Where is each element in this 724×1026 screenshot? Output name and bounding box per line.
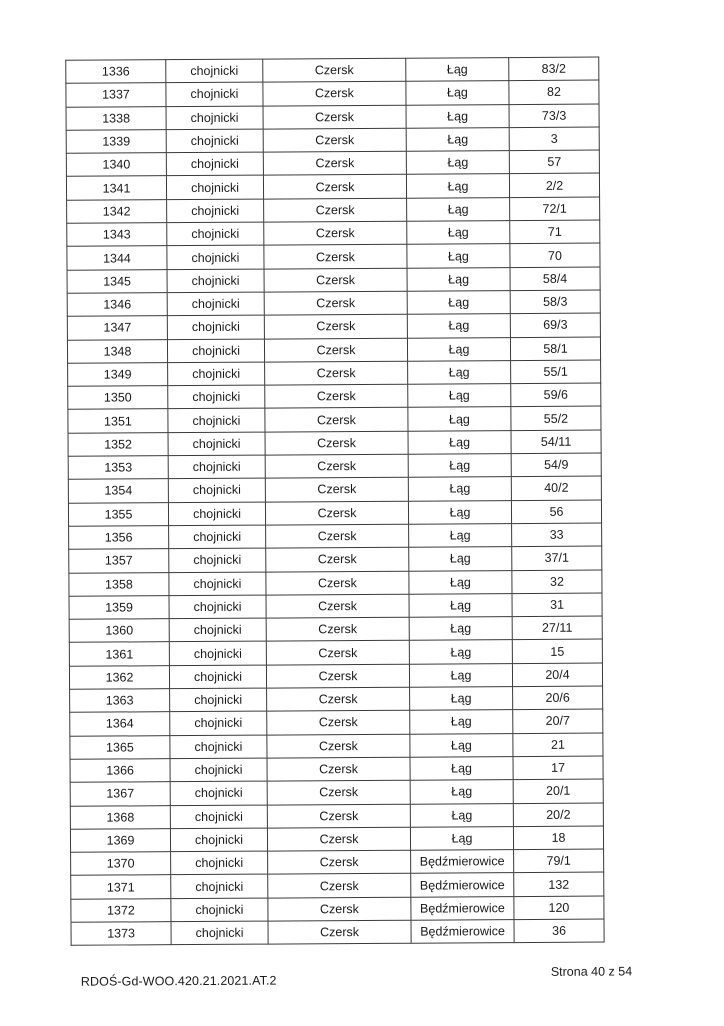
municipality-cell: Czersk [263,128,406,152]
precinct-cell: Łąg [408,407,511,431]
municipality-cell: Czersk [267,780,410,804]
parcel-table-body [66,57,604,946]
precinct-cell: Łąg [407,291,510,315]
table-row [66,174,599,201]
table-row [70,709,603,736]
table-row [67,220,600,247]
precinct-cell: Łąg [408,360,511,384]
table-row [69,523,602,550]
parcel-number-cell: 40/2 [511,476,601,500]
table-row [70,779,603,806]
parcel-number-cell: 32 [512,570,602,594]
precinct-cell: Będźmierowice [411,873,514,897]
row-number-cell: 1347 [67,316,167,340]
table-row [70,733,603,760]
municipality-cell: Czersk [264,338,407,362]
parcel-number-cell: 36 [514,919,604,943]
row-number-cell: 1357 [69,549,169,573]
precinct-cell: Łąg [409,524,512,548]
precinct-cell: Łąg [406,58,509,82]
municipality-cell: Czersk [268,874,411,898]
precinct-cell: Łąg [406,151,509,175]
municipality-cell: Czersk [268,897,411,921]
precinct-cell: Łąg [406,127,509,151]
row-number-cell: 1338 [66,106,166,130]
table-row [71,849,604,876]
municipality-cell: Czersk [264,221,407,245]
municipality-cell: Czersk [266,571,409,595]
row-number-cell: 1342 [67,199,167,223]
parcel-number-cell: 31 [512,593,602,617]
table-row [71,896,604,923]
municipality-cell: Czersk [266,664,409,688]
row-number-cell: 1363 [70,689,170,713]
table-row [67,197,600,224]
parcel-number-cell: 73/3 [509,104,599,128]
precinct-cell: Łąg [409,640,512,664]
municipality-cell: Czersk [263,58,406,82]
table-row [70,756,603,783]
county-cell: chojnicki [167,315,264,339]
county-cell: chojnicki [170,781,267,805]
table-row [68,453,601,480]
precinct-cell: Łąg [407,267,510,291]
precinct-cell: Łąg [410,710,513,734]
precinct-cell: Łąg [407,337,510,361]
table-row [69,616,602,643]
table-row [66,104,599,131]
county-cell: chojnicki [168,385,265,409]
municipality-cell: Czersk [265,408,408,432]
county-cell: chojnicki [170,735,267,759]
parcel-number-cell: 33 [512,523,602,547]
parcel-number-cell: 57 [509,150,599,174]
parcel-number-cell: 20/7 [513,709,603,733]
parcel-table [65,57,604,947]
county-cell: chojnicki [166,82,263,106]
table-row [69,663,602,690]
parcel-number-cell: 20/1 [513,779,603,803]
table-row [67,243,600,270]
precinct-cell: Łąg [409,593,512,617]
parcel-number-cell: 27/11 [512,616,602,640]
parcel-number-cell: 83/2 [509,57,599,81]
row-number-cell: 1344 [67,246,167,270]
parcel-number-cell: 18 [513,826,603,850]
municipality-cell: Czersk [264,245,407,269]
table-row [68,430,601,457]
precinct-cell: Łąg [408,384,511,408]
municipality-cell: Czersk [266,547,409,571]
county-cell: chojnicki [168,362,265,386]
table-row [68,476,601,503]
county-cell: chojnicki [168,455,265,479]
table-row [66,57,599,84]
municipality-cell: Czersk [265,384,408,408]
row-number-cell: 1356 [69,526,169,550]
precinct-cell: Łąg [410,803,513,827]
municipality-cell: Czersk [264,314,407,338]
row-number-cell: 1353 [68,456,168,480]
precinct-cell: Łąg [410,756,513,780]
precinct-cell: Łąg [410,687,513,711]
parcel-number-cell: 55/2 [511,406,601,430]
table-row [70,826,603,853]
row-number-cell: 1348 [67,339,167,363]
precinct-cell: Łąg [408,430,511,454]
parcel-number-cell: 56 [511,500,601,524]
county-cell: chojnicki [166,59,263,83]
row-number-cell: 1372 [71,898,171,922]
parcel-number-cell: 120 [514,896,604,920]
municipality-cell: Czersk [267,804,410,828]
municipality-cell: Czersk [265,478,408,502]
municipality-cell: Czersk [265,361,408,385]
row-number-cell: 1359 [69,596,169,620]
table-row [66,150,599,177]
table-row [69,546,602,573]
municipality-cell: Czersk [267,827,410,851]
table-row [70,803,603,830]
precinct-cell: Łąg [409,663,512,687]
row-number-cell: 1352 [68,432,168,456]
parcel-number-cell: 17 [513,756,603,780]
county-cell: chojnicki [170,828,267,852]
county-cell: chojnicki [170,711,267,735]
county-cell: chojnicki [168,409,265,433]
document-reference: RDOŚ-Gd-WOO.420.21.2021.AT.2 [80,973,277,989]
row-number-cell: 1366 [70,759,170,783]
row-number-cell: 1369 [70,828,170,852]
precinct-cell: Łąg [406,81,509,105]
row-number-cell: 1360 [69,619,169,643]
county-cell: chojnicki [171,874,268,898]
parcel-number-cell: 72/1 [510,197,600,221]
table-row [67,290,600,317]
precinct-cell: Łąg [407,314,510,338]
county-cell: chojnicki [169,665,266,689]
parcel-number-cell: 54/11 [511,430,601,454]
precinct-cell: Łąg [406,174,509,198]
municipality-cell: Czersk [267,711,410,735]
row-number-cell: 1337 [66,83,166,107]
municipality-cell: Czersk [267,734,410,758]
row-number-cell: 1371 [71,875,171,899]
parcel-number-cell: 20/4 [512,663,602,687]
parcel-number-cell: 2/2 [509,174,599,198]
parcel-number-cell: 58/4 [510,267,600,291]
municipality-cell: Czersk [265,501,408,525]
county-cell: chojnicki [167,292,264,316]
parcel-number-cell: 71 [510,220,600,244]
municipality-cell: Czersk [265,431,408,455]
county-cell: chojnicki [166,152,263,176]
precinct-cell: Łąg [409,617,512,641]
parcel-number-cell: 54/9 [511,453,601,477]
municipality-cell: Czersk [263,175,406,199]
parcel-number-cell: 82 [509,80,599,104]
county-cell: chojnicki [169,548,266,572]
row-number-cell: 1346 [67,293,167,317]
table-row [69,639,602,666]
parcel-number-cell: 69/3 [510,313,600,337]
precinct-cell: Łąg [410,733,513,757]
table-row [71,872,604,899]
table-row [70,686,603,713]
municipality-cell: Czersk [264,291,407,315]
row-number-cell: 1365 [70,735,170,759]
table-row [68,500,601,527]
county-cell: chojnicki [171,851,268,875]
municipality-cell: Czersk [268,920,411,944]
table-row [67,337,600,364]
row-number-cell: 1336 [66,60,166,84]
table-row [66,80,599,107]
county-cell: chojnicki [170,758,267,782]
parcel-number-cell: 20/6 [513,686,603,710]
parcel-number-cell: 37/1 [512,546,602,570]
table-row [69,570,602,597]
row-number-cell: 1355 [68,502,168,526]
row-number-cell: 1349 [68,363,168,387]
county-cell: chojnicki [169,618,266,642]
parcel-number-cell: 15 [512,639,602,663]
county-cell: chojnicki [171,921,268,945]
precinct-cell: Łąg [410,826,513,850]
page-number: Strona 40 z 54 [550,964,633,979]
row-number-cell: 1368 [70,805,170,829]
county-cell: chojnicki [168,478,265,502]
parcel-number-cell: 21 [513,733,603,757]
table-row [68,406,601,433]
county-cell: chojnicki [170,688,267,712]
row-number-cell: 1340 [66,153,166,177]
county-cell: chojnicki [169,595,266,619]
table-row [66,127,599,154]
row-number-cell: 1362 [69,665,169,689]
precinct-cell: Łąg [406,104,509,128]
county-cell: chojnicki [167,269,264,293]
county-cell: chojnicki [168,502,265,526]
county-cell: chojnicki [167,339,264,363]
county-cell: chojnicki [169,525,266,549]
municipality-cell: Czersk [266,617,409,641]
parcel-number-cell: 3 [509,127,599,151]
county-cell: chojnicki [169,642,266,666]
municipality-cell: Czersk [268,850,411,874]
row-number-cell: 1345 [67,269,167,293]
row-number-cell: 1370 [71,852,171,876]
table-row [68,383,601,410]
precinct-cell: Łąg [409,570,512,594]
precinct-cell: Łąg [407,244,510,268]
county-cell: chojnicki [167,199,264,223]
county-cell: chojnicki [167,245,264,269]
county-cell: chojnicki [168,432,265,456]
county-cell: chojnicki [166,106,263,130]
county-cell: chojnicki [170,805,267,829]
municipality-cell: Czersk [263,151,406,175]
precinct-cell: Będźmierowice [411,850,514,874]
row-number-cell: 1361 [69,642,169,666]
parcel-number-cell: 79/1 [514,849,604,873]
row-number-cell: 1367 [70,782,170,806]
municipality-cell: Czersk [264,268,407,292]
municipality-cell: Czersk [266,641,409,665]
parcel-number-cell: 58/1 [510,337,600,361]
municipality-cell: Czersk [266,524,409,548]
table-row [71,919,604,946]
parcel-number-cell: 59/6 [511,383,601,407]
row-number-cell: 1358 [69,572,169,596]
table-row [68,360,601,387]
parcel-number-cell: 132 [514,872,604,896]
municipality-cell: Czersk [263,82,406,106]
parcel-number-cell: 20/2 [513,803,603,827]
municipality-cell: Czersk [264,198,407,222]
parcel-number-cell: 58/3 [510,290,600,314]
municipality-cell: Czersk [267,687,410,711]
row-number-cell: 1343 [67,223,167,247]
precinct-cell: Łąg [407,197,510,221]
parcel-number-cell: 55/1 [511,360,601,384]
county-cell: chojnicki [166,176,263,200]
municipality-cell: Czersk [266,594,409,618]
precinct-cell: Łąg [408,454,511,478]
parcel-number-cell: 70 [510,243,600,267]
row-number-cell: 1373 [71,922,171,946]
precinct-cell: Łąg [407,221,510,245]
row-number-cell: 1350 [68,386,168,410]
precinct-cell: Będźmierowice [411,896,514,920]
precinct-cell: Łąg [410,780,513,804]
row-number-cell: 1364 [70,712,170,736]
row-number-cell: 1339 [66,130,166,154]
precinct-cell: Będźmierowice [411,920,514,944]
precinct-cell: Łąg [408,477,511,501]
county-cell: chojnicki [169,572,266,596]
municipality-cell: Czersk [265,454,408,478]
precinct-cell: Łąg [408,500,511,524]
precinct-cell: Łąg [409,547,512,571]
county-cell: chojnicki [167,222,264,246]
row-number-cell: 1354 [68,479,168,503]
table-row [67,313,600,340]
county-cell: chojnicki [171,898,268,922]
row-number-cell: 1351 [68,409,168,433]
county-cell: chojnicki [166,129,263,153]
row-number-cell: 1341 [66,176,166,200]
table-row [67,267,600,294]
municipality-cell: Czersk [267,757,410,781]
municipality-cell: Czersk [263,105,406,129]
table-row [69,593,602,620]
